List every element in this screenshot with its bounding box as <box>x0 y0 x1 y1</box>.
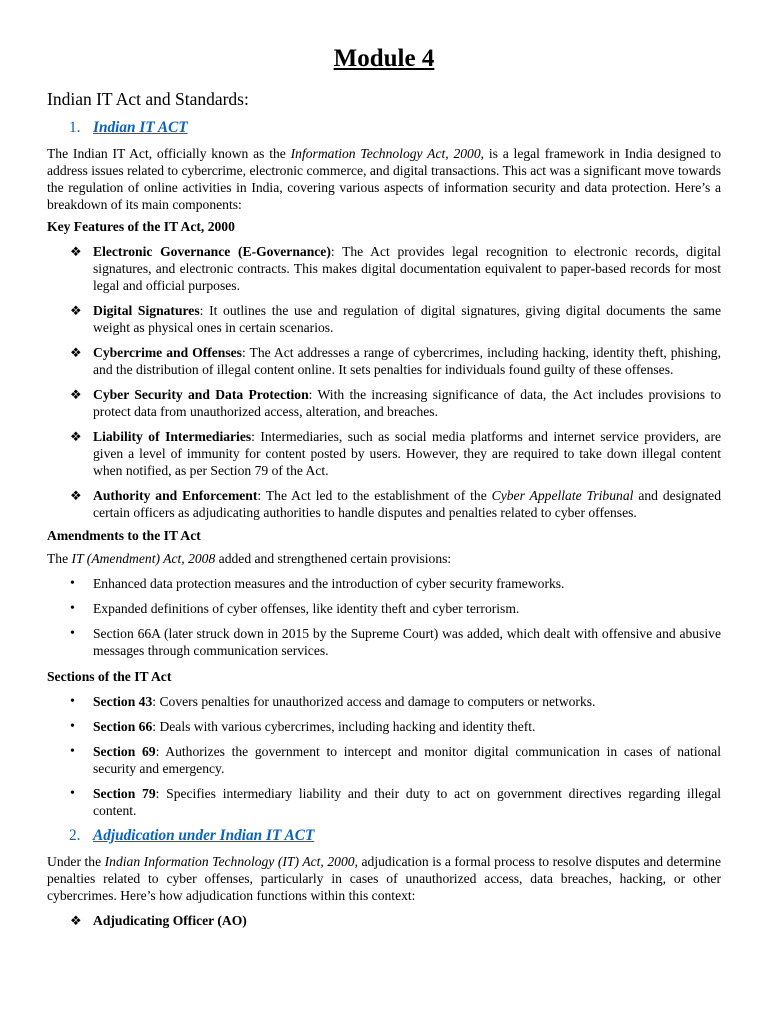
list-item: • Expanded definitions of cyber offenses, like identity theft and cyber terrorism. <box>70 601 520 616</box>
adjudication-paragraph: Under the Indian Information Technology (IT) Act, 2000, adjudication is a formal process to resolve disputes and determine penalties related to cyber offenses, particularly in cases of unauthorized access, data breaches, hacking, or other cybercrimes. Here’s how adjudication functions within this context: <box>47 854 721 903</box>
diamond-bullet-icon: ❖ <box>70 303 82 318</box>
bullet-icon: • <box>70 786 75 801</box>
bullet-icon: • <box>70 626 75 641</box>
bullet-icon: • <box>70 694 75 709</box>
section-heading-1[interactable] <box>69 118 721 137</box>
section-title-link[interactable]: Adjudication under Indian IT ACT <box>93 827 315 844</box>
list-item: • Section 79: Specifies intermediary liability and their duty to act on government directives regarding illegal content. <box>70 786 721 818</box>
diamond-bullet-icon: ❖ <box>70 488 82 503</box>
sections-list <box>47 693 721 819</box>
bullet-icon: • <box>70 576 75 591</box>
diamond-bullet-icon: ❖ <box>70 913 82 928</box>
bullet-icon: • <box>70 744 75 759</box>
features-list <box>47 243 721 521</box>
amendments-intro: The IT (Amendment) Act, 2008 added and strengthened certain provisions: <box>47 551 452 566</box>
list-item: ❖ Cybercrime and Offenses: The Act addresses a range of cybercrimes, including hacking, identity theft, phishing, and the distribution of illegal content online. It sets penalties for individuals found guilty of these offenses. <box>70 345 721 377</box>
list-item: ❖ Digital Signatures: It outlines the use and regulation of digital signatures, giving digital documents the same weight as physical ones in certain scenarios. <box>70 303 721 335</box>
list-item: ❖ Electronic Governance (E-Governance): The Act provides legal recognition to electronic records, digital signatures, and electronic contracts. This makes digital documentation equivalent to paper-based records for most legal and official purposes. <box>70 244 721 293</box>
list-item: • Enhanced data protection measures and the introduction of cyber security frameworks. <box>70 576 565 591</box>
intro-paragraph: The Indian IT Act, officially known as the Information Technology Act, 2000, is a legal framework in India designed to address issues related to cybercrime, electronic commerce, and digital transactions. This act was a significant move towards the regulation of online activities in India, covering various aspects of information security and data protection. Here’s a breakdown of its main components: <box>47 146 722 212</box>
list-item: ❖ Liability of Intermediaries: Intermediaries, such as social media platforms and internet service providers, are given a level of immunity for content posted by users. However, they are required to take down illegal content when notified, as per Section 79 of the Act. <box>70 429 722 478</box>
list-item: • Section 43: Covers penalties for unauthorized access and damage to computers or networks. <box>70 694 596 709</box>
diamond-bullet-icon: ❖ <box>70 387 82 402</box>
section-heading-2[interactable] <box>69 826 721 845</box>
key-features-heading: Key Features of the IT Act, 2000 <box>47 219 235 234</box>
section-title-link[interactable]: Indian IT ACT <box>93 119 188 136</box>
diamond-bullet-icon: ❖ <box>70 345 82 360</box>
list-item: • Section 66A (later struck down in 2015 by the Supreme Court) was added, which dealt with offensive and abusive messages through communication services. <box>70 626 721 658</box>
list-item: ❖ Authority and Enforcement: The Act led to the establishment of the Cyber Appellate Tribunal and designated certain officers as adjudicating authorities to handle disputes and penalties related to cyber offenses. <box>70 488 721 520</box>
diamond-bullet-icon: ❖ <box>70 429 82 444</box>
amendments-heading: Amendments to the IT Act <box>47 528 201 543</box>
section-number: 2. <box>69 827 81 844</box>
list-item: • Section 69: Authorizes the government to intercept and monitor digital communication in cases of national security and emergency. <box>70 744 721 776</box>
diamond-bullet-icon: ❖ <box>70 244 82 259</box>
list-item: ❖ Adjudicating Officer (AO) <box>70 913 247 928</box>
section-number: 1. <box>69 119 81 136</box>
bullet-icon: • <box>70 601 75 616</box>
adjudication-list <box>47 912 721 929</box>
amendments-list <box>47 575 721 659</box>
bullet-icon: • <box>70 719 75 734</box>
page-title: Module 4 <box>333 45 435 72</box>
sections-heading: Sections of the IT Act <box>47 669 172 684</box>
list-item: • Section 66: Deals with various cybercrimes, including hacking and identity theft. <box>70 719 536 734</box>
page-subtitle: Indian IT Act and Standards: <box>47 89 249 109</box>
list-item: ❖ Cyber Security and Data Protection: With the increasing significance of data, the Act includes provisions to protect data from unauthorized access, alteration, and breaches. <box>70 387 721 419</box>
